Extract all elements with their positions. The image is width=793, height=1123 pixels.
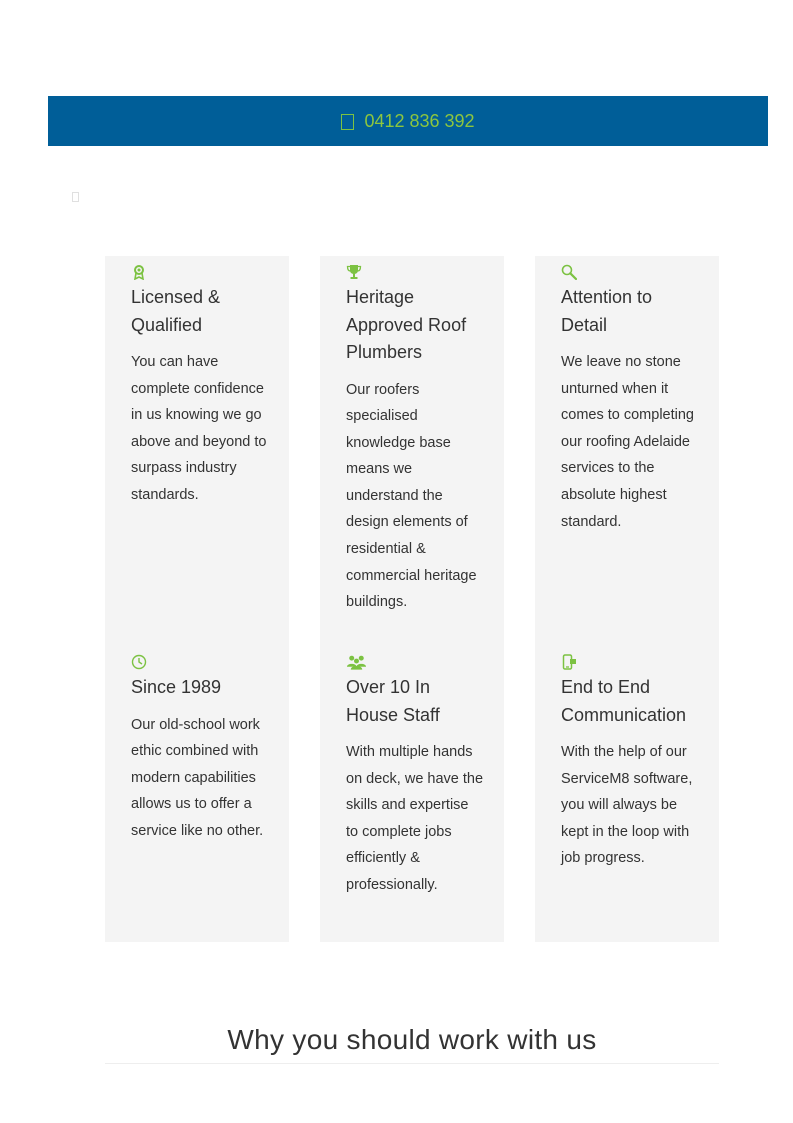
certificate-icon bbox=[131, 264, 149, 282]
placeholder-icon bbox=[72, 192, 79, 202]
phone-icon bbox=[341, 114, 354, 130]
feature-card-licensed bbox=[105, 256, 289, 632]
feature-card-staff bbox=[320, 632, 504, 942]
feature-title: Licensed & Qualified bbox=[131, 287, 221, 335]
trophy-icon bbox=[346, 264, 364, 282]
mobile-icon bbox=[561, 654, 579, 672]
feature-title: Heritage Approved Roof Plumbers bbox=[346, 287, 467, 362]
feature-text: With multiple hands on deck, we have the skills and expertise to complete jobs efficiently & professionally. bbox=[346, 744, 484, 893]
why-heading: Why you should work with us bbox=[227, 1024, 597, 1055]
feature-card-heritage bbox=[320, 256, 504, 632]
feature-card-communication bbox=[535, 632, 719, 942]
search-icon bbox=[561, 264, 579, 282]
feature-card-since bbox=[105, 632, 289, 942]
feature-text: We leave no stone unturned when it comes to completing our roofing Adelaide services to the absolute highest standard. bbox=[561, 354, 694, 530]
clock-icon bbox=[131, 654, 149, 672]
feature-card-detail bbox=[535, 256, 719, 632]
feature-title: Since 1989 bbox=[131, 677, 222, 697]
feature-text: With the help of our ServiceM8 software, you will always be kept in the loop with job progress. bbox=[561, 744, 693, 867]
obscured-heading bbox=[140, 146, 680, 154]
feature-text: Our old-school work ethic combined with modern capabilities allows us to offer a service like no other. bbox=[131, 716, 264, 839]
feature-title: Over 10 In House Staff bbox=[346, 677, 440, 725]
phone-number-link[interactable]: 0412 836 392 bbox=[364, 111, 475, 131]
feature-text: You can have complete confidence in us knowing we go above and beyond to surpass industry standards. bbox=[131, 354, 267, 503]
feature-text: Our roofers specialised knowledge base means we understand the design elements of residential & commercial heritage buildings. bbox=[346, 381, 477, 611]
feature-title: Attention to Detail bbox=[561, 287, 653, 335]
feature-title: End to End Communication bbox=[561, 677, 687, 725]
phone-bar[interactable] bbox=[48, 96, 768, 146]
features-grid bbox=[105, 256, 719, 942]
divider bbox=[105, 1063, 719, 1064]
team-icon bbox=[346, 654, 364, 672]
